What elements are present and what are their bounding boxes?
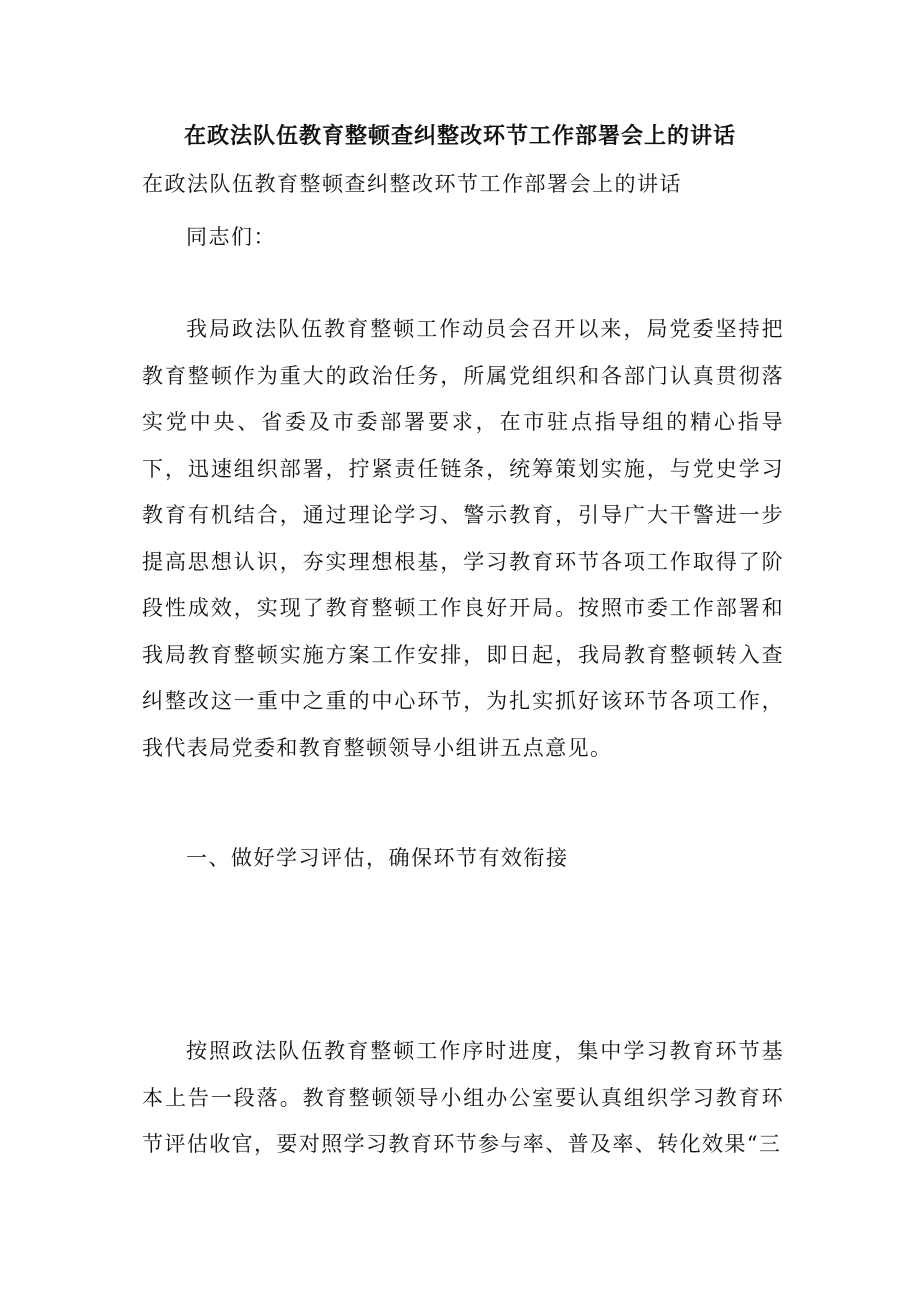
body-paragraph: 我局政法队伍教育整顿工作动员会召开以来，局党委坚持把教育整顿作为重大的政治任务，所属党组织和各部门认真贯彻落实党中央、省委及市委部署要求，在市驻点指导组的精心指导下，迅速组织部署，拧紧责任链条，统筹策划实施，与党史学习教育有机结合，通过理论学习、警示教育，引导广大干警进一步提高思想认识，夯实理想根基，学习教育环节各项工作取得了阶段性成效，实现了教育整顿工作良好开局。按照市委工作部署和我局教育整顿实施方案工作安排，即日起，我局教育整顿转入查纠整改这一重中之重的中心环节，为扎实抓好该环节各项工作，我代表局党委和教育整顿领导小组讲五点意见。 [142,317,784,760]
document-subtitle: 在政法队伍教育整顿查纠整改环节工作部署会上的讲话 [142,172,682,196]
salutation: 同志们： [186,225,276,249]
section-heading: 一、做好学习评估，确保环节有效衔接 [186,846,569,870]
document-title: 在政法队伍教育整顿查纠整改环节工作部署会上的讲话 [183,123,736,149]
body-paragraph: 按照政法队伍教育整顿工作序时进度，集中学习教育环节基本上告一段落。教育整顿领导小组办公室要认真组织学习教育环节评估收官，要对照学习教育环节参与率、普及率、转化效果“三 [142,1039,784,1156]
